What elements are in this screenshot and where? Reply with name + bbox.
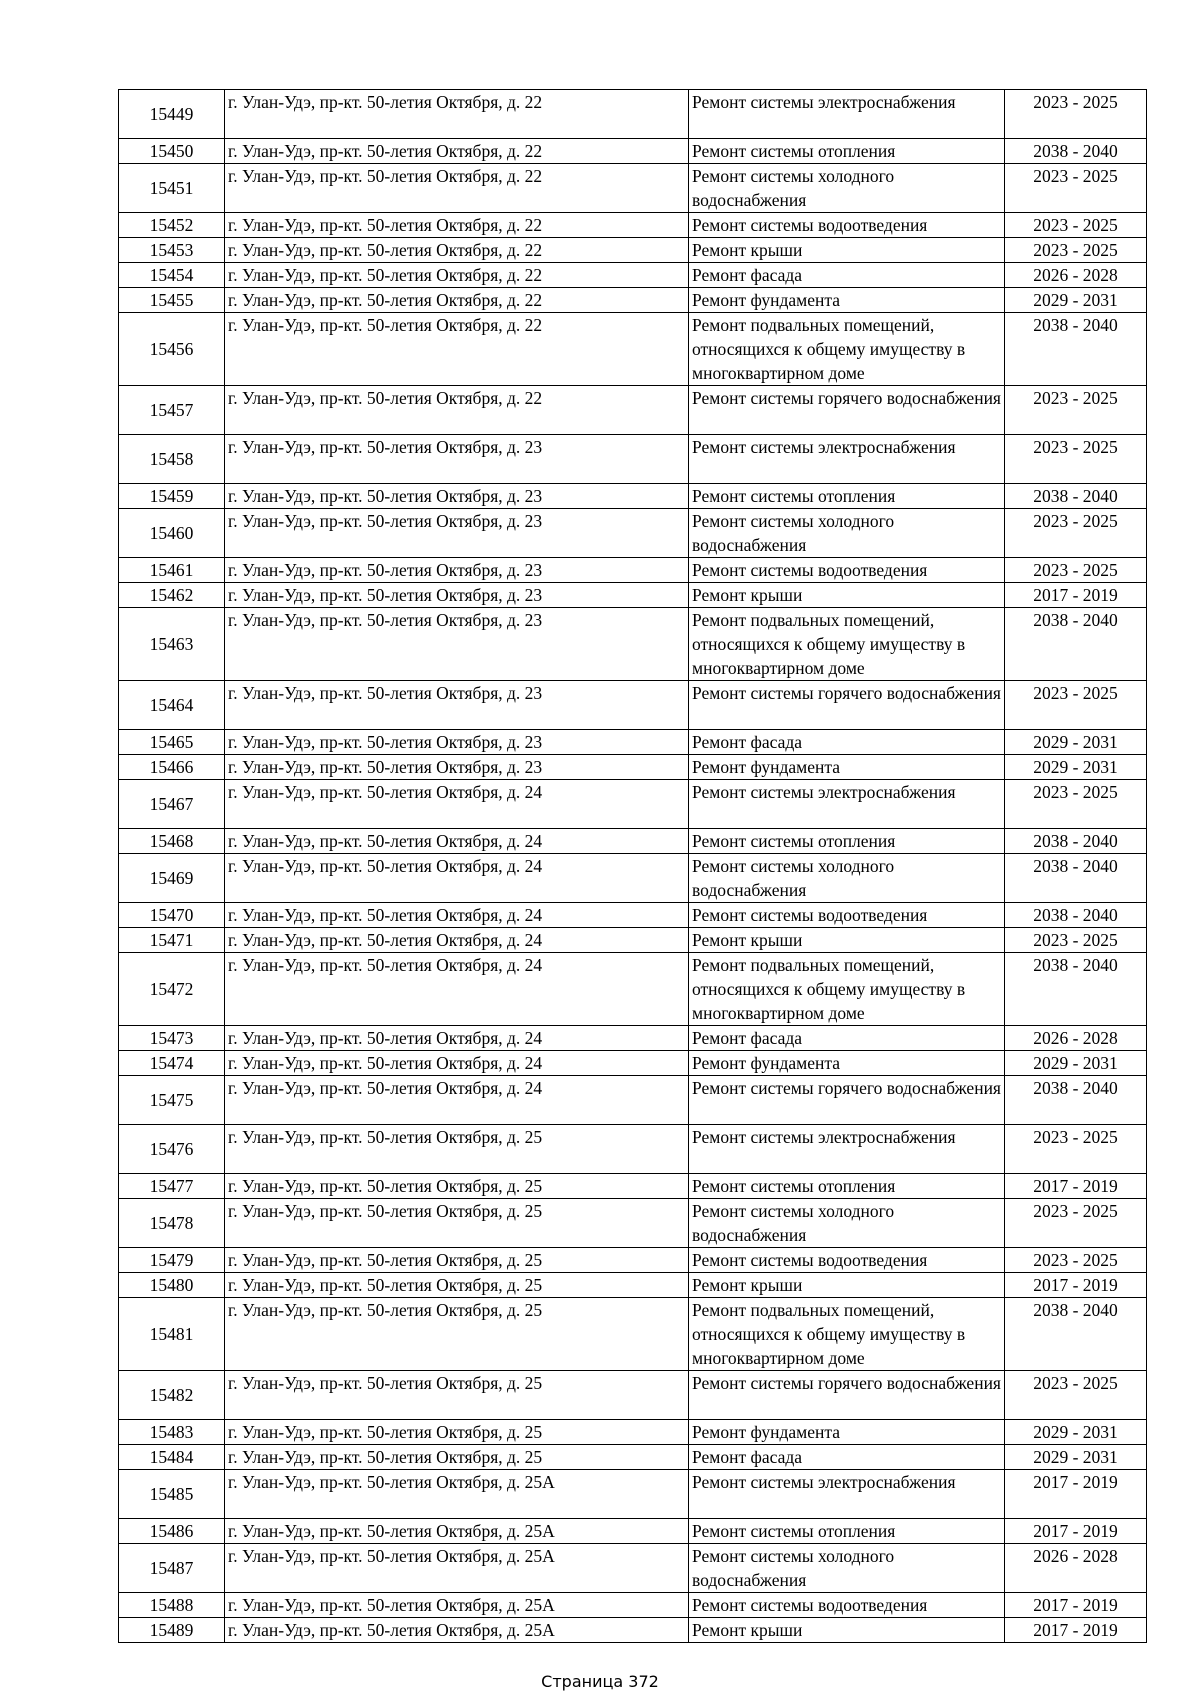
repair-schedule-table [118,89,1147,1643]
row-number-cell: 15468 [119,829,225,854]
table-row [119,435,1147,484]
work-type-cell: Ремонт системы холодного водоснабжения [689,1544,1005,1593]
work-type-cell: Ремонт системы водоотведения [689,1248,1005,1273]
address-cell: г. Улан-Удэ, пр-кт. 50-летия Октября, д. 25А [225,1470,689,1519]
table-row [119,386,1147,435]
table-row [119,238,1147,263]
table-row [119,681,1147,730]
period-cell: 2023 - 2025 [1005,435,1147,484]
row-number-cell: 15454 [119,263,225,288]
row-number-cell: 15465 [119,730,225,755]
row-number-cell: 15463 [119,608,225,681]
row-number-cell: 15486 [119,1519,225,1544]
work-type-cell: Ремонт системы горячего водоснабжения [689,386,1005,435]
table-row [119,1174,1147,1199]
work-type-cell: Ремонт системы водоотведения [689,903,1005,928]
address-cell: г. Улан-Удэ, пр-кт. 50-летия Октября, д. 25 [225,1248,689,1273]
row-number-cell: 15474 [119,1051,225,1076]
work-type-cell: Ремонт подвальных помещений, относящихся к общему имуществу в многоквартирном доме [689,953,1005,1026]
row-number-cell: 15453 [119,238,225,263]
work-type-cell: Ремонт системы отопления [689,139,1005,164]
row-number-cell: 15455 [119,288,225,313]
period-cell: 2038 - 2040 [1005,854,1147,903]
row-number-cell: 15451 [119,164,225,213]
address-cell: г. Улан-Удэ, пр-кт. 50-летия Октября, д. 25А [225,1519,689,1544]
period-cell: 2023 - 2025 [1005,238,1147,263]
work-type-cell: Ремонт системы холодного водоснабжения [689,1199,1005,1248]
row-number-cell: 15489 [119,1618,225,1643]
table-row [119,953,1147,1026]
table-row [119,928,1147,953]
period-cell: 2038 - 2040 [1005,1076,1147,1125]
work-type-cell: Ремонт системы холодного водоснабжения [689,509,1005,558]
table-row [119,1445,1147,1470]
address-cell: г. Улан-Удэ, пр-кт. 50-летия Октября, д. 23 [225,558,689,583]
work-type-cell: Ремонт фундамента [689,1051,1005,1076]
table-row [119,484,1147,509]
table-row [119,730,1147,755]
row-number-cell: 15460 [119,509,225,558]
work-type-cell: Ремонт крыши [689,1273,1005,1298]
period-cell: 2017 - 2019 [1005,1618,1147,1643]
period-cell: 2023 - 2025 [1005,509,1147,558]
address-cell: г. Улан-Удэ, пр-кт. 50-летия Октября, д. 24 [225,1076,689,1125]
period-cell: 2029 - 2031 [1005,1051,1147,1076]
row-number-cell: 15477 [119,1174,225,1199]
period-cell: 2017 - 2019 [1005,1174,1147,1199]
period-cell: 2029 - 2031 [1005,1420,1147,1445]
table-row [119,583,1147,608]
work-type-cell: Ремонт системы холодного водоснабжения [689,164,1005,213]
work-type-cell: Ремонт системы горячего водоснабжения [689,1076,1005,1125]
table-row [119,1051,1147,1076]
row-number-cell: 15459 [119,484,225,509]
row-number-cell: 15452 [119,213,225,238]
table-row [119,1519,1147,1544]
address-cell: г. Улан-Удэ, пр-кт. 50-летия Октября, д. 23 [225,730,689,755]
period-cell: 2017 - 2019 [1005,1519,1147,1544]
row-number-cell: 15481 [119,1298,225,1371]
work-type-cell: Ремонт фасада [689,1445,1005,1470]
period-cell: 2026 - 2028 [1005,1026,1147,1051]
period-cell: 2023 - 2025 [1005,213,1147,238]
address-cell: г. Улан-Удэ, пр-кт. 50-летия Октября, д. 23 [225,484,689,509]
period-cell: 2023 - 2025 [1005,1199,1147,1248]
period-cell: 2029 - 2031 [1005,1445,1147,1470]
row-number-cell: 15480 [119,1273,225,1298]
period-cell: 2038 - 2040 [1005,1298,1147,1371]
work-type-cell: Ремонт фасада [689,730,1005,755]
address-cell: г. Улан-Удэ, пр-кт. 50-летия Октября, д. 23 [225,509,689,558]
period-cell: 2029 - 2031 [1005,755,1147,780]
work-type-cell: Ремонт системы электроснабжения [689,780,1005,829]
period-cell: 2023 - 2025 [1005,780,1147,829]
address-cell: г. Улан-Удэ, пр-кт. 50-летия Октября, д. 24 [225,928,689,953]
table-row [119,608,1147,681]
period-cell: 2029 - 2031 [1005,730,1147,755]
page-footer: Страница 372 [541,1672,659,1691]
address-cell: г. Улан-Удэ, пр-кт. 50-летия Октября, д. 22 [225,313,689,386]
row-number-cell: 15464 [119,681,225,730]
row-number-cell: 15458 [119,435,225,484]
work-type-cell: Ремонт системы горячего водоснабжения [689,1371,1005,1420]
work-type-cell: Ремонт фасада [689,263,1005,288]
table-row [119,854,1147,903]
work-type-cell: Ремонт подвальных помещений, относящихся к общему имуществу в многоквартирном доме [689,313,1005,386]
table-row [119,509,1147,558]
work-type-cell: Ремонт системы горячего водоснабжения [689,681,1005,730]
work-type-cell: Ремонт подвальных помещений, относящихся к общему имуществу в многоквартирном доме [689,608,1005,681]
table-row [119,1298,1147,1371]
period-cell: 2038 - 2040 [1005,484,1147,509]
table-row [119,313,1147,386]
work-type-cell: Ремонт крыши [689,1618,1005,1643]
period-cell: 2017 - 2019 [1005,1470,1147,1519]
period-cell: 2023 - 2025 [1005,558,1147,583]
address-cell: г. Улан-Удэ, пр-кт. 50-летия Октября, д. 22 [225,164,689,213]
table-row [119,1371,1147,1420]
address-cell: г. Улан-Удэ, пр-кт. 50-летия Октября, д. 25 [225,1445,689,1470]
period-cell: 2023 - 2025 [1005,681,1147,730]
work-type-cell: Ремонт фундамента [689,1420,1005,1445]
work-type-cell: Ремонт системы водоотведения [689,213,1005,238]
address-cell: г. Улан-Удэ, пр-кт. 50-летия Октября, д. 25 [225,1298,689,1371]
work-type-cell: Ремонт крыши [689,928,1005,953]
table-row [119,1026,1147,1051]
row-number-cell: 15470 [119,903,225,928]
period-cell: 2023 - 2025 [1005,1248,1147,1273]
period-cell: 2017 - 2019 [1005,1273,1147,1298]
work-type-cell: Ремонт фундамента [689,288,1005,313]
address-cell: г. Улан-Удэ, пр-кт. 50-летия Октября, д. 25А [225,1618,689,1643]
work-type-cell: Ремонт системы отопления [689,829,1005,854]
period-cell: 2026 - 2028 [1005,263,1147,288]
row-number-cell: 15469 [119,854,225,903]
work-type-cell: Ремонт системы электроснабжения [689,435,1005,484]
address-cell: г. Улан-Удэ, пр-кт. 50-летия Октября, д. 23 [225,583,689,608]
work-type-cell: Ремонт крыши [689,583,1005,608]
row-number-cell: 15476 [119,1125,225,1174]
address-cell: г. Улан-Удэ, пр-кт. 50-летия Октября, д. 23 [225,608,689,681]
table-row [119,780,1147,829]
table-row [119,1273,1147,1298]
work-type-cell: Ремонт фундамента [689,755,1005,780]
table-row [119,1248,1147,1273]
address-cell: г. Улан-Удэ, пр-кт. 50-летия Октября, д. 25 [225,1420,689,1445]
work-type-cell: Ремонт системы электроснабжения [689,1125,1005,1174]
table-row [119,288,1147,313]
address-cell: г. Улан-Удэ, пр-кт. 50-летия Октября, д. 24 [225,953,689,1026]
row-number-cell: 15461 [119,558,225,583]
table-row [119,1420,1147,1445]
address-cell: г. Улан-Удэ, пр-кт. 50-летия Октября, д. 24 [225,829,689,854]
table-row [119,903,1147,928]
address-cell: г. Улан-Удэ, пр-кт. 50-летия Октября, д. 25 [225,1174,689,1199]
work-type-cell: Ремонт системы отопления [689,1519,1005,1544]
table-row [119,558,1147,583]
period-cell: 2017 - 2019 [1005,1593,1147,1618]
work-type-cell: Ремонт крыши [689,238,1005,263]
address-cell: г. Улан-Удэ, пр-кт. 50-летия Октября, д. 25 [225,1371,689,1420]
table-row [119,164,1147,213]
row-number-cell: 15482 [119,1371,225,1420]
table-row [119,263,1147,288]
address-cell: г. Улан-Удэ, пр-кт. 50-летия Октября, д. 25А [225,1593,689,1618]
table-row [119,139,1147,164]
period-cell: 2023 - 2025 [1005,164,1147,213]
row-number-cell: 15462 [119,583,225,608]
address-cell: г. Улан-Удэ, пр-кт. 50-летия Октября, д. 25А [225,1544,689,1593]
table-row [119,829,1147,854]
row-number-cell: 15479 [119,1248,225,1273]
period-cell: 2038 - 2040 [1005,903,1147,928]
row-number-cell: 15485 [119,1470,225,1519]
row-number-cell: 15483 [119,1420,225,1445]
row-number-cell: 15475 [119,1076,225,1125]
address-cell: г. Улан-Удэ, пр-кт. 50-летия Октября, д. 25 [225,1199,689,1248]
work-type-cell: Ремонт системы электроснабжения [689,90,1005,139]
address-cell: г. Улан-Удэ, пр-кт. 50-летия Октября, д. 22 [225,288,689,313]
table-body [119,90,1147,1643]
table-row [119,1199,1147,1248]
row-number-cell: 15456 [119,313,225,386]
address-cell: г. Улан-Удэ, пр-кт. 50-летия Октября, д. 22 [225,386,689,435]
address-cell: г. Улан-Удэ, пр-кт. 50-летия Октября, д. 24 [225,1051,689,1076]
work-type-cell: Ремонт системы водоотведения [689,1593,1005,1618]
address-cell: г. Улан-Удэ, пр-кт. 50-летия Октября, д. 22 [225,139,689,164]
work-type-cell: Ремонт системы электроснабжения [689,1470,1005,1519]
table-row [119,1470,1147,1519]
address-cell: г. Улан-Удэ, пр-кт. 50-летия Октября, д. 25 [225,1273,689,1298]
period-cell: 2023 - 2025 [1005,1125,1147,1174]
period-cell: 2026 - 2028 [1005,1544,1147,1593]
address-cell: г. Улан-Удэ, пр-кт. 50-летия Октября, д. 24 [225,854,689,903]
period-cell: 2017 - 2019 [1005,583,1147,608]
work-type-cell: Ремонт фасада [689,1026,1005,1051]
address-cell: г. Улан-Удэ, пр-кт. 50-летия Октября, д. 24 [225,903,689,928]
table-row [119,1618,1147,1643]
table-row [119,1544,1147,1593]
row-number-cell: 15472 [119,953,225,1026]
period-cell: 2038 - 2040 [1005,313,1147,386]
row-number-cell: 15466 [119,755,225,780]
address-cell: г. Улан-Удэ, пр-кт. 50-летия Октября, д. 23 [225,681,689,730]
period-cell: 2029 - 2031 [1005,288,1147,313]
period-cell: 2038 - 2040 [1005,139,1147,164]
row-number-cell: 15488 [119,1593,225,1618]
period-cell: 2038 - 2040 [1005,953,1147,1026]
address-cell: г. Улан-Удэ, пр-кт. 50-летия Октября, д. 22 [225,213,689,238]
table-row [119,1125,1147,1174]
address-cell: г. Улан-Удэ, пр-кт. 50-летия Октября, д. 24 [225,780,689,829]
row-number-cell: 15478 [119,1199,225,1248]
table-row [119,90,1147,139]
table-row [119,1593,1147,1618]
address-cell: г. Улан-Удэ, пр-кт. 50-летия Октября, д. 24 [225,1026,689,1051]
period-cell: 2023 - 2025 [1005,1371,1147,1420]
address-cell: г. Улан-Удэ, пр-кт. 50-летия Октября, д. 22 [225,90,689,139]
address-cell: г. Улан-Удэ, пр-кт. 50-летия Октября, д. 23 [225,435,689,484]
row-number-cell: 15467 [119,780,225,829]
table-row [119,1076,1147,1125]
period-cell: 2038 - 2040 [1005,608,1147,681]
row-number-cell: 15487 [119,1544,225,1593]
address-cell: г. Улан-Удэ, пр-кт. 50-летия Октября, д. 22 [225,263,689,288]
period-cell: 2023 - 2025 [1005,928,1147,953]
address-cell: г. Улан-Удэ, пр-кт. 50-летия Октября, д. 23 [225,755,689,780]
work-type-cell: Ремонт системы холодного водоснабжения [689,854,1005,903]
row-number-cell: 15450 [119,139,225,164]
work-type-cell: Ремонт системы отопления [689,1174,1005,1199]
address-cell: г. Улан-Удэ, пр-кт. 50-летия Октября, д. 22 [225,238,689,263]
row-number-cell: 15457 [119,386,225,435]
work-type-cell: Ремонт системы водоотведения [689,558,1005,583]
table-row [119,755,1147,780]
table-row [119,213,1147,238]
row-number-cell: 15473 [119,1026,225,1051]
row-number-cell: 15471 [119,928,225,953]
row-number-cell: 15484 [119,1445,225,1470]
work-type-cell: Ремонт подвальных помещений, относящихся к общему имуществу в многоквартирном доме [689,1298,1005,1371]
period-cell: 2023 - 2025 [1005,386,1147,435]
row-number-cell: 15449 [119,90,225,139]
period-cell: 2038 - 2040 [1005,829,1147,854]
period-cell: 2023 - 2025 [1005,90,1147,139]
address-cell: г. Улан-Удэ, пр-кт. 50-летия Октября, д. 25 [225,1125,689,1174]
work-type-cell: Ремонт системы отопления [689,484,1005,509]
